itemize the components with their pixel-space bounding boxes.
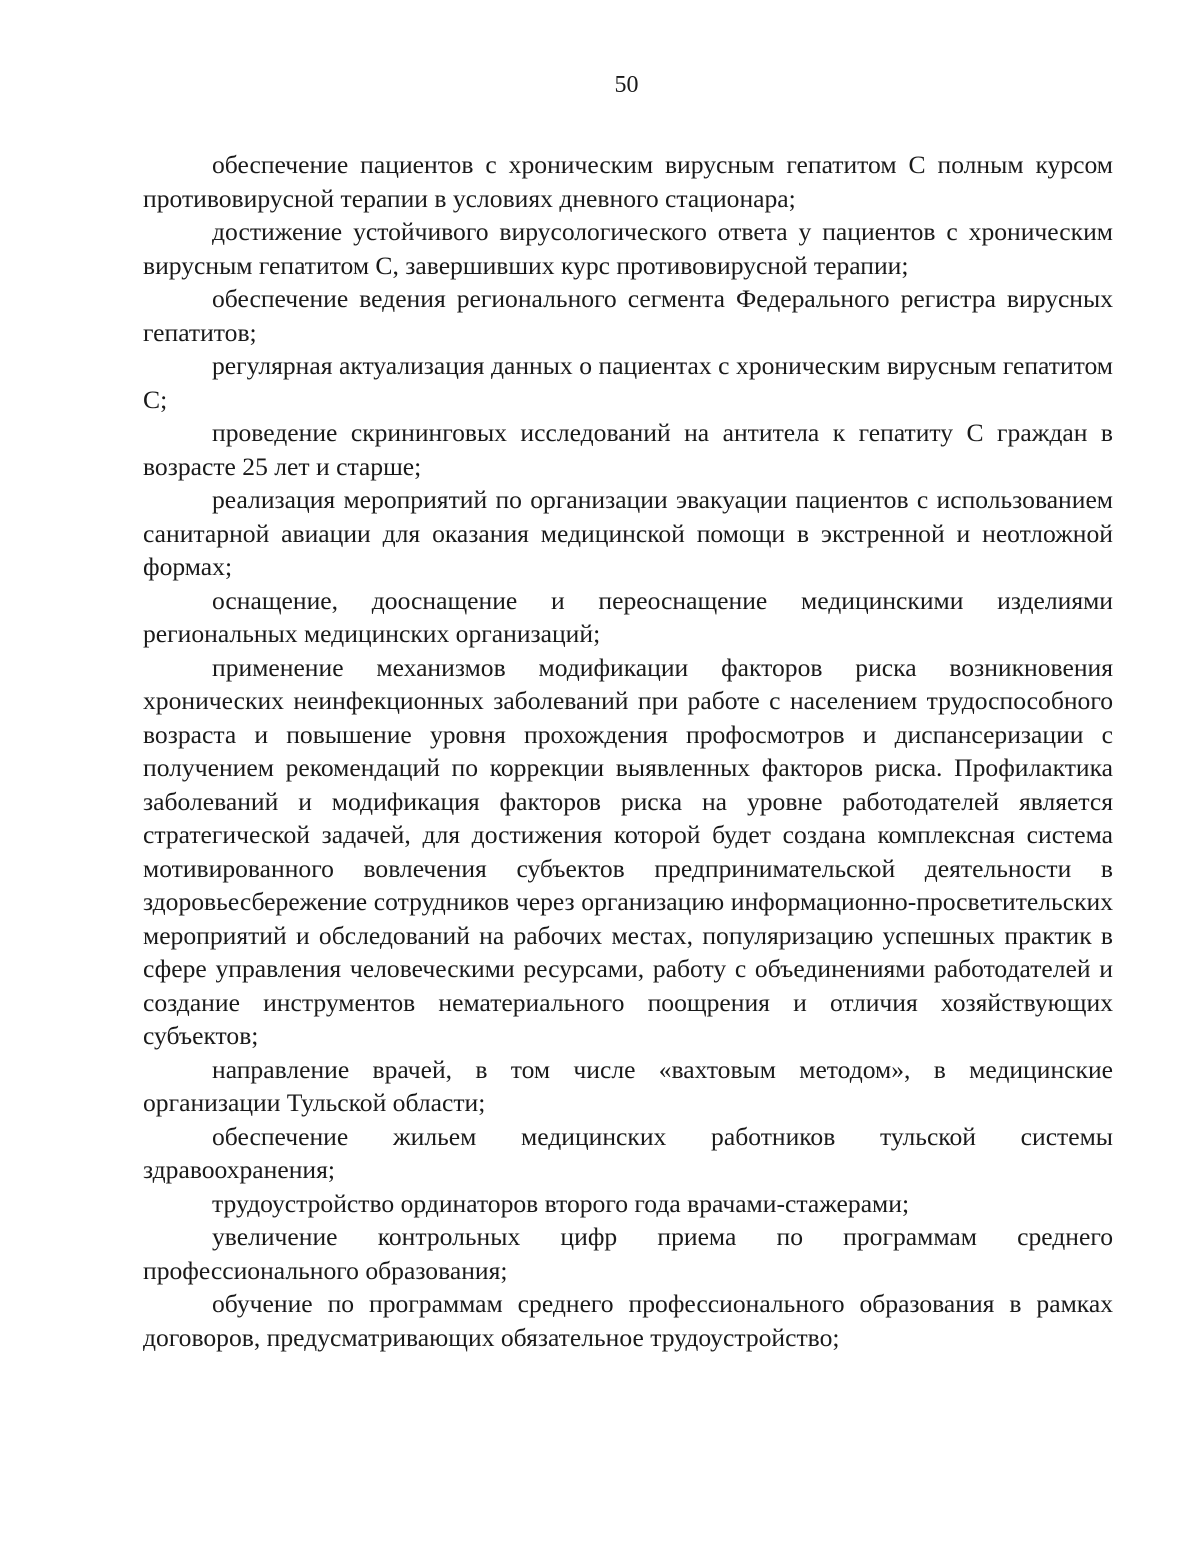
paragraph-targeted-training: обучение по программам среднего профессионального образования в рамках договоров, предусматривающих обязательное трудоустройство; (143, 1289, 1113, 1352)
paragraph-hepatitis-register: обеспечение ведения регионального сегмента Федерального регистра вирусных гепатитов; (143, 284, 1113, 347)
paragraph-hcv-therapy: обеспечение пациентов с хроническим вирусным гепатитом С полным курсом противовирусной терапии в условиях дневного стационара; (143, 150, 1113, 213)
paragraph-rotation-doctors: направление врачей, в том числе «вахтовым методом», в медицинские организации Тульской области; (143, 1054, 1113, 1117)
page-number: 50 (614, 72, 639, 98)
paragraph-equipment: оснащение, дооснащение и переоснащение медицинскими изделиями региональных медицинских организаций; (143, 585, 1113, 648)
paragraph-virologic-response: достижение устойчивого вирусологического ответа у пациентов с хроническим вирусным гепатитом С, завершивших курс противовирусной терапии; (143, 217, 1113, 280)
paragraph-housing: обеспечение жильем медицинских работников тульской системы здравоохранения; (143, 1121, 1113, 1184)
paragraph-data-update: регулярная актуализация данных о пациентах с хроническим вирусным гепатитом С; (143, 351, 1113, 414)
paragraph-air-ambulance: реализация мероприятий по организации эвакуации пациентов с использованием санитарной авиации для оказания медицинской помощи в экстренной и неотложной формах; (143, 485, 1113, 581)
paragraph-admission-numbers: увеличение контрольных цифр приема по программам среднего профессионального образования; (143, 1222, 1113, 1285)
document-body (143, 148, 1113, 1354)
paragraph-screening: проведение скрининговых исследований на антитела к гепатиту С граждан в возрасте 25 лет и старше; (143, 418, 1113, 481)
paragraph-risk-factors: применение механизмов модификации факторов риска возникновения хронических неинфекционных заболеваний при работе с населением трудоспособного возраста и повышение уровня прохождения профосмотров и диспансеризации с получением рекомендаций по коррекции выявленных факторов риска. Профилактика заболеваний и модификация факторов риска на уровне работодателей является стратегической задачей, для достижения которой будет создана комплексная система мотивированного вовлечения субъектов предпринимательской деятельности в здоровьесбережение сотрудников через организацию информационно-просветительских мероприятий и обследований на рабочих местах, популяризацию успешных практик в сфере управления человеческими ресурсами, работу с объединениями работодателей и создание инструментов нематериального поощрения и отличия хозяйствующих субъектов; (143, 652, 1113, 1050)
paragraph-residents: трудоустройство ординаторов второго года врачами-стажерами; (212, 1188, 910, 1218)
